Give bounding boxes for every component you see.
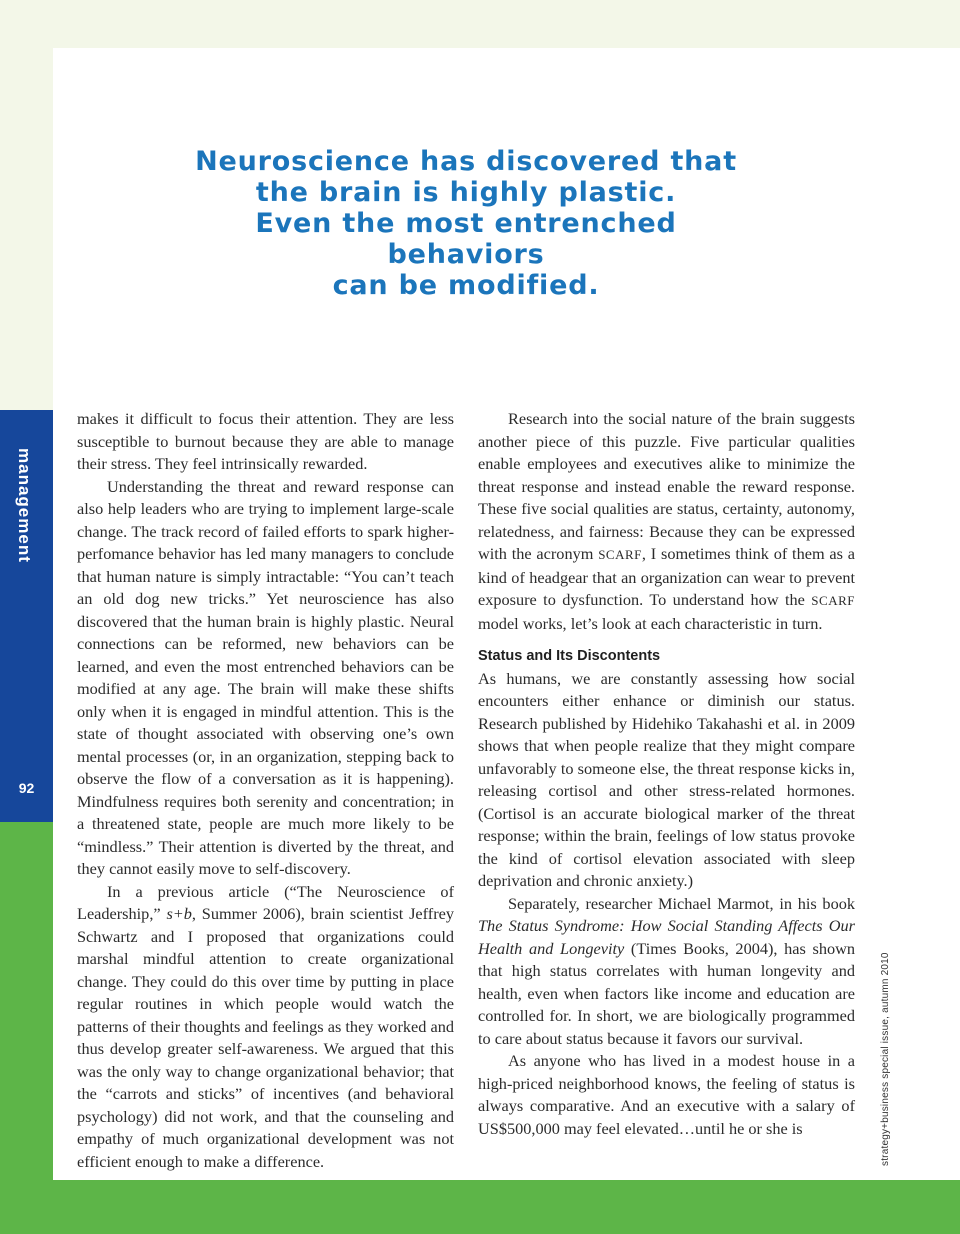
subhead: Status and Its Discontents (478, 648, 661, 664)
section-label: management (15, 448, 34, 563)
right-column (478, 408, 855, 1140)
journal-name: s+b (166, 904, 192, 923)
paragraph: makes it difficult to focus their attention. They are less susceptible to burnout because they are able to manage their stress. They feel intrinsically rewarded. (77, 409, 454, 473)
paragraph (478, 893, 855, 1051)
acronym: SCARF (811, 593, 855, 608)
paragraph: As humans, we are constantly assessing how social encounters either enhance or diminish our status. Research published by Hidehiko Takahashi et al. in 2009 shows that when people realize that they might compare unfavorably to someone else, the threat response kicks in, releasing cortisol and other stress-related hormones. (Cortisol is an accurate biological marker of the threat response; within the brain, feelings of low status provoke the kind of cortisol elevation associated with sleep deprivation and chronic anxiety.) (478, 668, 855, 890)
page-number: 92 (18, 780, 35, 796)
pull-quote-line: Even the most entrenched behaviors (255, 208, 677, 270)
book-title: The Status Syndrome: How Social Standing Affects Our Health and Longevity (478, 916, 855, 958)
paragraph-text: model works, let’s look at each characteristic in turn. (478, 613, 823, 633)
footer-credit: strategy+business special issue, autumn 2010 (880, 952, 891, 1166)
paragraph-text: Research into the social nature of the brain suggests another piece of this puzzle. Five particular qualities enable employees and executives alike to minimize the threat response and instead enable the reward response. These five social qualities are status, certainty, autonomy, relatedness, and fairness: Because they can be expressed with the acronym (478, 409, 855, 563)
paragraph-text: Separately, researcher Michael Marmot, in his book (508, 893, 855, 913)
paragraph-text: (Times Books, 2004), has shown that high status correlates with human longevity and health, even when factors like income and education are controlled for. In short, we are biologically programmed to care about status because it favors our survival. (478, 938, 856, 1048)
bottom-band (0, 1180, 960, 1234)
paragraph-text: , I sometimes think of them as a kind of headgear that an organization can wear to prevent exposure to dysfunction. To understand how the (478, 544, 856, 609)
top-band (0, 0, 960, 48)
left-column (77, 408, 454, 1173)
paragraph: Understanding the threat and reward response can also help leaders who are trying to implement large-scale change. The track record of failed efforts to spark higher-perfomance behavior has led many managers to conclude that human nature is simply intractable: “You can’t teach an old dog new tricks.” Yet neuroscience has also discovered that the human brain is highly plastic. Neural connections can be reformed, new behaviors can be learned, and even the most entrenched behaviors can be modified at any age. The brain will make these shifts only when it is engaged in mindful attention. This is the state of thought associated with observing one’s own mental processes (or, in an organization, stepping back to observe the flow of a conversation as it is happening). Mindfulness requires both serenity and concentration; in a threatened state, people are much more likely to be “mindless.” Their attention is diverted by the threat, and they cannot easily move to self-discovery. (77, 476, 454, 878)
left-margin-green-band (0, 822, 53, 1234)
pull-quote-line: can be modified. (332, 270, 600, 301)
pull-quote (180, 146, 752, 301)
pull-quote-line: Neuroscience has discovered that (195, 146, 737, 177)
paragraph (478, 408, 855, 635)
paragraph: As anyone who has lived in a modest house in a high-priced neighborhood knows, the feeling of status is always comparative. And an executive with a salary of US$500,000 may feel elevated…until he or she is (478, 1051, 855, 1138)
paragraph-text: In a previous article (“The Neuroscience of Leadership,” (77, 881, 454, 923)
paragraph-text: , Summer 2006), brain scientist Jeffrey Schwartz and I proposed that organizations could marshal mindful attention to create organizational change. They could do this over time by putting in place regular routines in which people would watch the patterns of their thoughts and feelings as they worked and thus develop greater self-awareness. We argued that this was the only way to change organizational behavior; that the “carrots and sticks” of incentives (and behavioral psychology) did not work, and that the counseling and empathy of much organizational development was not efficient enough to make a difference. (77, 904, 454, 1171)
pull-quote-line: the brain is highly plastic. (255, 177, 677, 208)
acronym: SCARF (598, 547, 642, 562)
paragraph (77, 881, 454, 1174)
